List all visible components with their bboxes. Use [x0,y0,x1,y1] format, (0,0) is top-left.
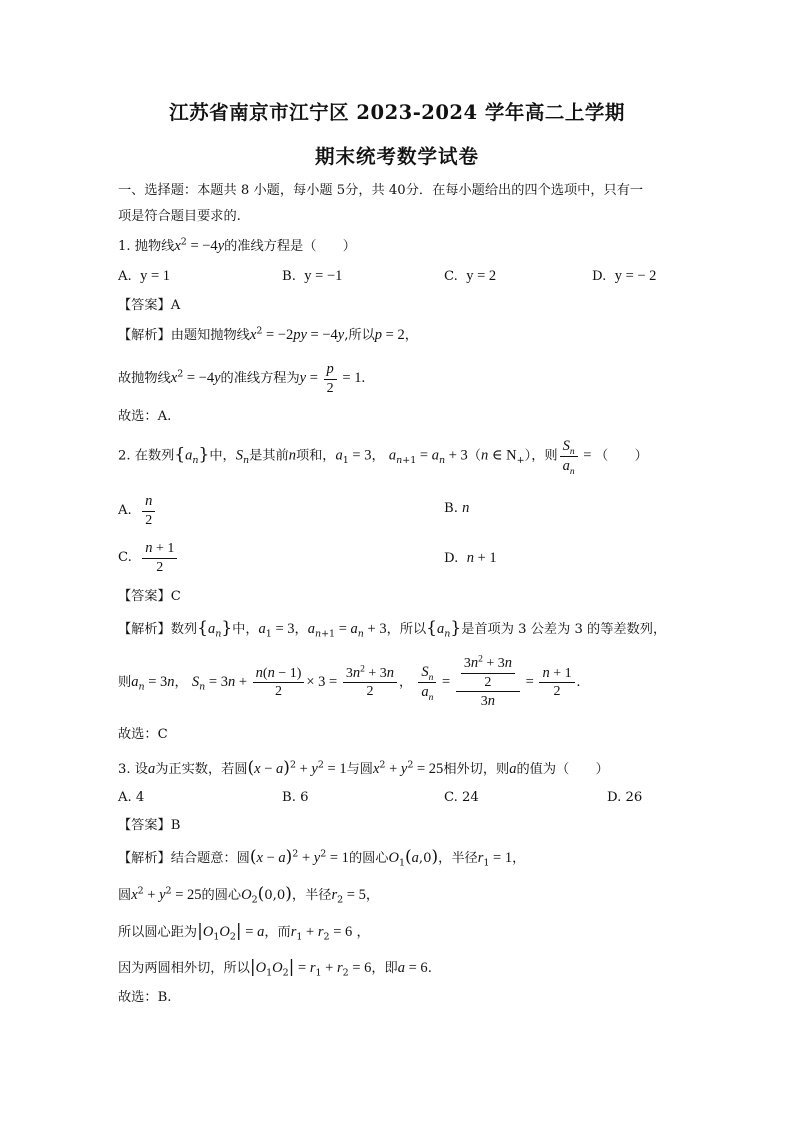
q2-analysis-line2: 则$a_n = 3n$， $S_n = 3n$ + $\frac{n(n - 1)}{2}$ × 3 = $\frac{3n^2 + 3n}{2}$ ， $\frac{S_n}{a_n}$ = $\frac{\frac{3n^2 + 3n}{2}}{3n}$ = $\frac{n + 1}{2}$ . [118,654,581,709]
q3-choose: 故选：B. [118,990,172,1005]
q1-stem: 1. 抛物线$x^2 = -4y$的准线方程是（ ） [118,236,356,254]
q2-choose: 故选：C [118,727,168,742]
q3-analysis-line1: 【解析】结合题意：圆$(x - a)^2 + y^2 = 1$的圆心$O_1(a,0)$，半径$r_1 = 1$， [118,847,526,869]
q3-analysis-line3: 所以圆心距为$|O_1O_2| = a$，而$r_1 + r_2 = 6$ ， [118,921,370,943]
q3-answer: 【答案】B [118,818,181,833]
q3-option-c: C. 24 [444,790,479,805]
section-instructions-line2: 项是符合题目要求的. [118,209,241,224]
q2-option-c: C. $\frac{n + 1}{2}$ [118,539,179,576]
exam-title-line2: 期末统考数学试卷 [314,145,479,168]
q3-option-b: B. 6 [282,790,309,805]
q3-analysis-line4: 因为两圆相外切，所以$|O_1O_2| = r_1 + r_2 = 6$，即a = 6. [118,957,432,979]
q2-analysis-line1: 【解析】数列$\{a_n\}$中，$a_1 = 3$，$a_{n+1} = a_n + 3$，所以$\{a_n\}$是首项为 3 公差为 3 的等差数列， [118,618,667,640]
q2-answer: 【答案】C [118,589,181,604]
q2-option-a: A. $\frac{n}{2}$ [118,492,157,529]
q1-option-b: B. y = −1 [282,268,343,284]
q3-stem: 3. 设a为正实数，若圆$(x - a)^2 + y^2 = 1$与圆$x^2 + y^2 = 25$相外切，则a的值为（ ） [118,758,609,778]
section-instructions-line1: 一、选择题：本题共 8 小题，每小题 5分，共 40分．在每小题给出的四个选项中，只有一 [118,183,644,198]
q1-analysis-line2: 故抛物线$x^2 = -4y$的准线方程为y = $\frac{p}{2}$ = 1. [118,361,366,396]
q1-answer: 【答案】A [118,298,181,313]
q1-option-d: D. y = − 2 [592,268,657,284]
q3-option-a: A. 4 [118,790,145,805]
q1-choose: 故选：A. [118,409,172,424]
exam-title-line1: 江苏省南京市江宁区 2023-2024 学年高二上学期 [169,101,625,124]
q1-option-a: A. y = 1 [118,268,171,284]
q1-option-c: C. y = 2 [444,268,497,284]
q3-option-d: D. 26 [607,790,643,805]
q2-stem: 2. 在数列$\{a_n\}$中，$S_n$是其前n项和，$a_1 = 3$， $a_{n+1} = a_n + 3(n$ ∈ $N_+$），则 $\frac{S_n}{a_n}$ = （ ） [118,438,648,477]
q2-option-d: D. n + 1 [444,550,497,566]
q3-analysis-line2: 圆$x^2 + y^2 = 25$的圆心$O_2(0,0)$，半径$r_2 = 5$， [118,884,380,906]
q2-option-b: B. n [444,500,470,516]
q1-analysis-line1: 【解析】由题知抛物线$x^2 = -2py = -4y$,所以p = 2， [118,325,418,343]
